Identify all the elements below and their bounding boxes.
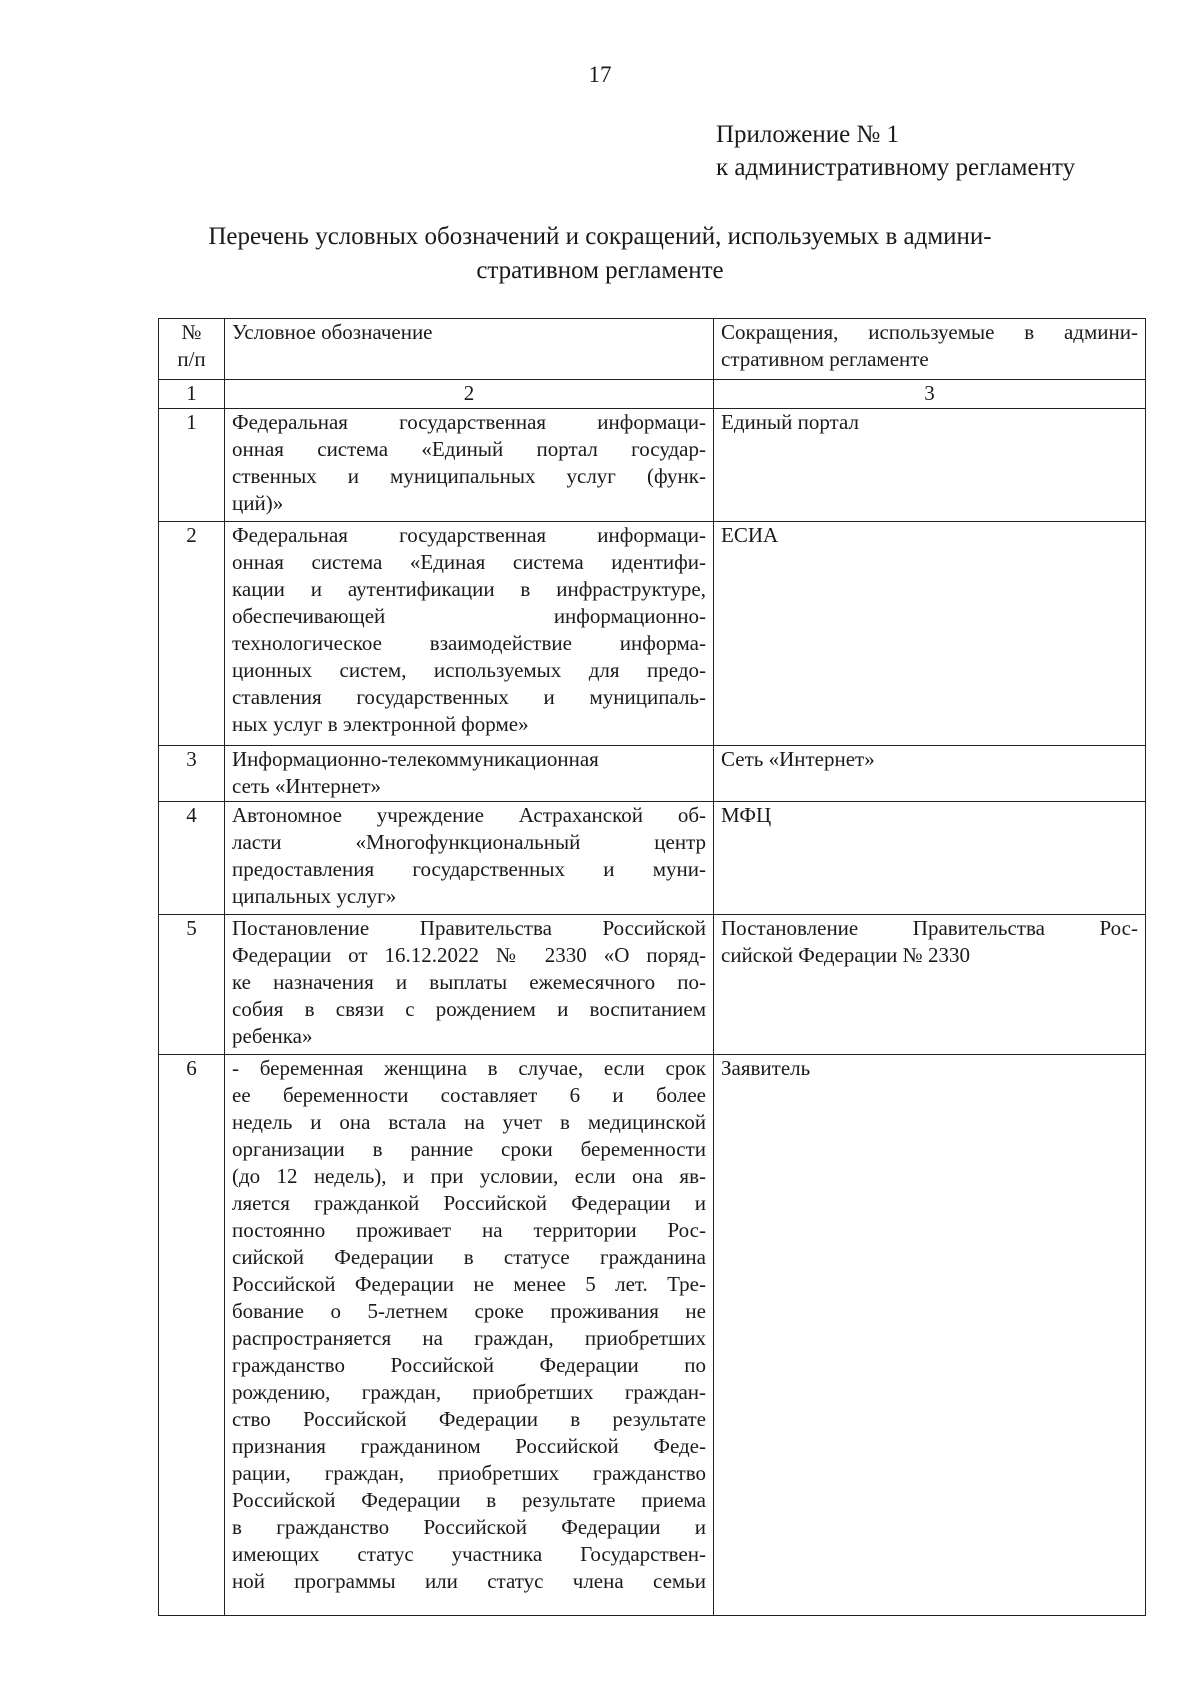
abbreviation-cell: [714, 522, 1146, 746]
designation-line: Российской Федерации в результате приема: [232, 1488, 706, 1512]
designation-line: рождению, граждан, приобретших граждан-: [232, 1380, 706, 1404]
designation-line: обеспечивающей информационно-: [232, 604, 706, 628]
designation-line: - беременная женщина в случае, если срок: [232, 1056, 706, 1080]
designation-line: ее беременности составляет 6 и более: [232, 1083, 706, 1107]
designation-line: ребенка»: [232, 1024, 313, 1048]
column-number-1: 1: [159, 380, 225, 409]
designation-line: рации, граждан, приобретших гражданство: [232, 1461, 706, 1485]
designation-line: Автономное учреждение Астраханской об-: [232, 803, 706, 827]
document-title-line-2: стративном регламенте: [476, 257, 724, 284]
abbreviation-line: Единый портал: [721, 410, 859, 434]
abbreviation-line: Сеть «Интернет»: [721, 747, 875, 771]
designation-line: Информационно-телекоммуникационная: [232, 747, 599, 771]
table-row: [159, 746, 1146, 802]
designation-line: в гражданство Российской Федерации и: [232, 1515, 706, 1539]
designation-cell: [225, 522, 714, 746]
appendix-caption: [716, 118, 1075, 184]
row-number: 6: [159, 1055, 225, 1616]
header-number-line: п/п: [177, 347, 206, 371]
designation-line: онная система «Единый портал государ-: [232, 437, 706, 461]
column-number-3: 3: [714, 380, 1146, 409]
header-cell-designation: [225, 319, 714, 380]
appendix-line-1: Приложение № 1: [716, 121, 900, 148]
document-title-line-1: Перечень условных обозначений и сокращений, используемых в админи-: [208, 223, 992, 250]
abbreviation-cell: [714, 746, 1146, 802]
designation-line: ственных и муниципальных услуг (функ-: [232, 464, 706, 488]
header-number-line: №: [181, 320, 202, 344]
designation-line: сийской Федерации в статусе гражданина: [232, 1245, 706, 1269]
header-designation-line: Условное обозначение: [232, 320, 433, 344]
designation-line: сеть «Интернет»: [232, 774, 382, 798]
abbreviation-cell: [714, 1055, 1146, 1616]
table-row: [159, 522, 1146, 746]
designation-line: ной программы или статус члена семьи: [232, 1569, 706, 1593]
row-number: 1: [159, 409, 225, 522]
table-row: [159, 915, 1146, 1055]
designation-line: технологическое взаимодействие информа-: [232, 631, 706, 655]
column-numbering-row: [159, 380, 1146, 409]
abbreviation-line: сийской Федерации № 2330: [721, 943, 970, 967]
designation-line: постоянно проживает на территории Рос-: [232, 1218, 706, 1242]
row-number: 2: [159, 522, 225, 746]
row-number: 3: [159, 746, 225, 802]
abbreviation-line: МФЦ: [721, 803, 772, 827]
header-abbreviation-line: стративном регламенте: [721, 347, 929, 371]
designation-line: недель и она встала на учет в медицинской: [232, 1110, 706, 1134]
row-number: 5: [159, 915, 225, 1055]
appendix-line-2: к административному регламенту: [716, 154, 1076, 181]
designation-line: распространяется на граждан, приобретших: [232, 1326, 706, 1350]
designation-line: ке назначения и выплаты ежемесячного по-: [232, 970, 706, 994]
page-number: 17: [588, 62, 612, 87]
designation-line: собия в связи с рождением и воспитанием: [232, 997, 706, 1021]
designation-cell: [225, 746, 714, 802]
header-cell-abbreviation: [714, 319, 1146, 380]
designation-line: онная система «Единая система идентифи-: [232, 550, 706, 574]
designation-line: ционных систем, используемых для предо-: [232, 658, 706, 682]
document-title: [150, 220, 1050, 288]
designation-line: ляется гражданкой Российской Федерации и: [232, 1191, 706, 1215]
designation-line: Федеральная государственная информаци-: [232, 410, 706, 434]
row-number: 4: [159, 802, 225, 915]
abbreviation-line: Постановление Правительства Рос-: [721, 916, 1138, 940]
designation-cell: [225, 802, 714, 915]
designation-line: Российской Федерации не менее 5 лет. Тре-: [232, 1272, 706, 1296]
table-row: [159, 409, 1146, 522]
designation-line: бование о 5-летнем сроке проживания не: [232, 1299, 706, 1323]
header-cell-number: [159, 319, 225, 380]
abbreviation-line: Заявитель: [721, 1056, 811, 1080]
designation-cell: [225, 915, 714, 1055]
designation-cell: [225, 409, 714, 522]
designation-line: Федерации от 16.12.2022 № 2330 «О поряд-: [232, 943, 706, 967]
designation-line: организации в ранние сроки беременности: [232, 1137, 706, 1161]
abbreviation-cell: [714, 409, 1146, 522]
designation-line: ных услуг в электронной форме»: [232, 712, 529, 736]
table-row: [159, 802, 1146, 915]
table-row: [159, 1055, 1146, 1616]
designation-line: ций)»: [232, 491, 284, 515]
abbreviation-line: ЕСИА: [721, 523, 779, 547]
designation-line: имеющих статус участника Государствен-: [232, 1542, 706, 1566]
table-header-row: [159, 319, 1146, 380]
designation-line: ципальных услуг»: [232, 884, 397, 908]
header-abbreviation-line: Сокращения, используемые в админи-: [721, 320, 1138, 344]
designation-line: предоставления государственных и муни-: [232, 857, 706, 881]
abbreviation-cell: [714, 802, 1146, 915]
abbreviation-cell: [714, 915, 1146, 1055]
designation-line: гражданство Российской Федерации по: [232, 1353, 706, 1377]
column-number-2: 2: [225, 380, 714, 409]
designation-line: ставления государственных и муниципаль-: [232, 685, 706, 709]
designation-line: (до 12 недель), и при условии, если она яв-: [232, 1164, 706, 1188]
designation-line: Федеральная государственная информаци-: [232, 523, 706, 547]
designation-line: ство Российской Федерации в результате: [232, 1407, 706, 1431]
designation-cell: [225, 1055, 714, 1616]
designation-line: признания гражданином Российской Феде-: [232, 1434, 706, 1458]
designation-line: кации и аутентификации в инфраструктуре,: [232, 577, 706, 601]
abbreviations-table: [158, 318, 1146, 1616]
designation-line: Постановление Правительства Российской: [232, 916, 706, 940]
designation-line: ласти «Многофункциональный центр: [232, 830, 706, 854]
